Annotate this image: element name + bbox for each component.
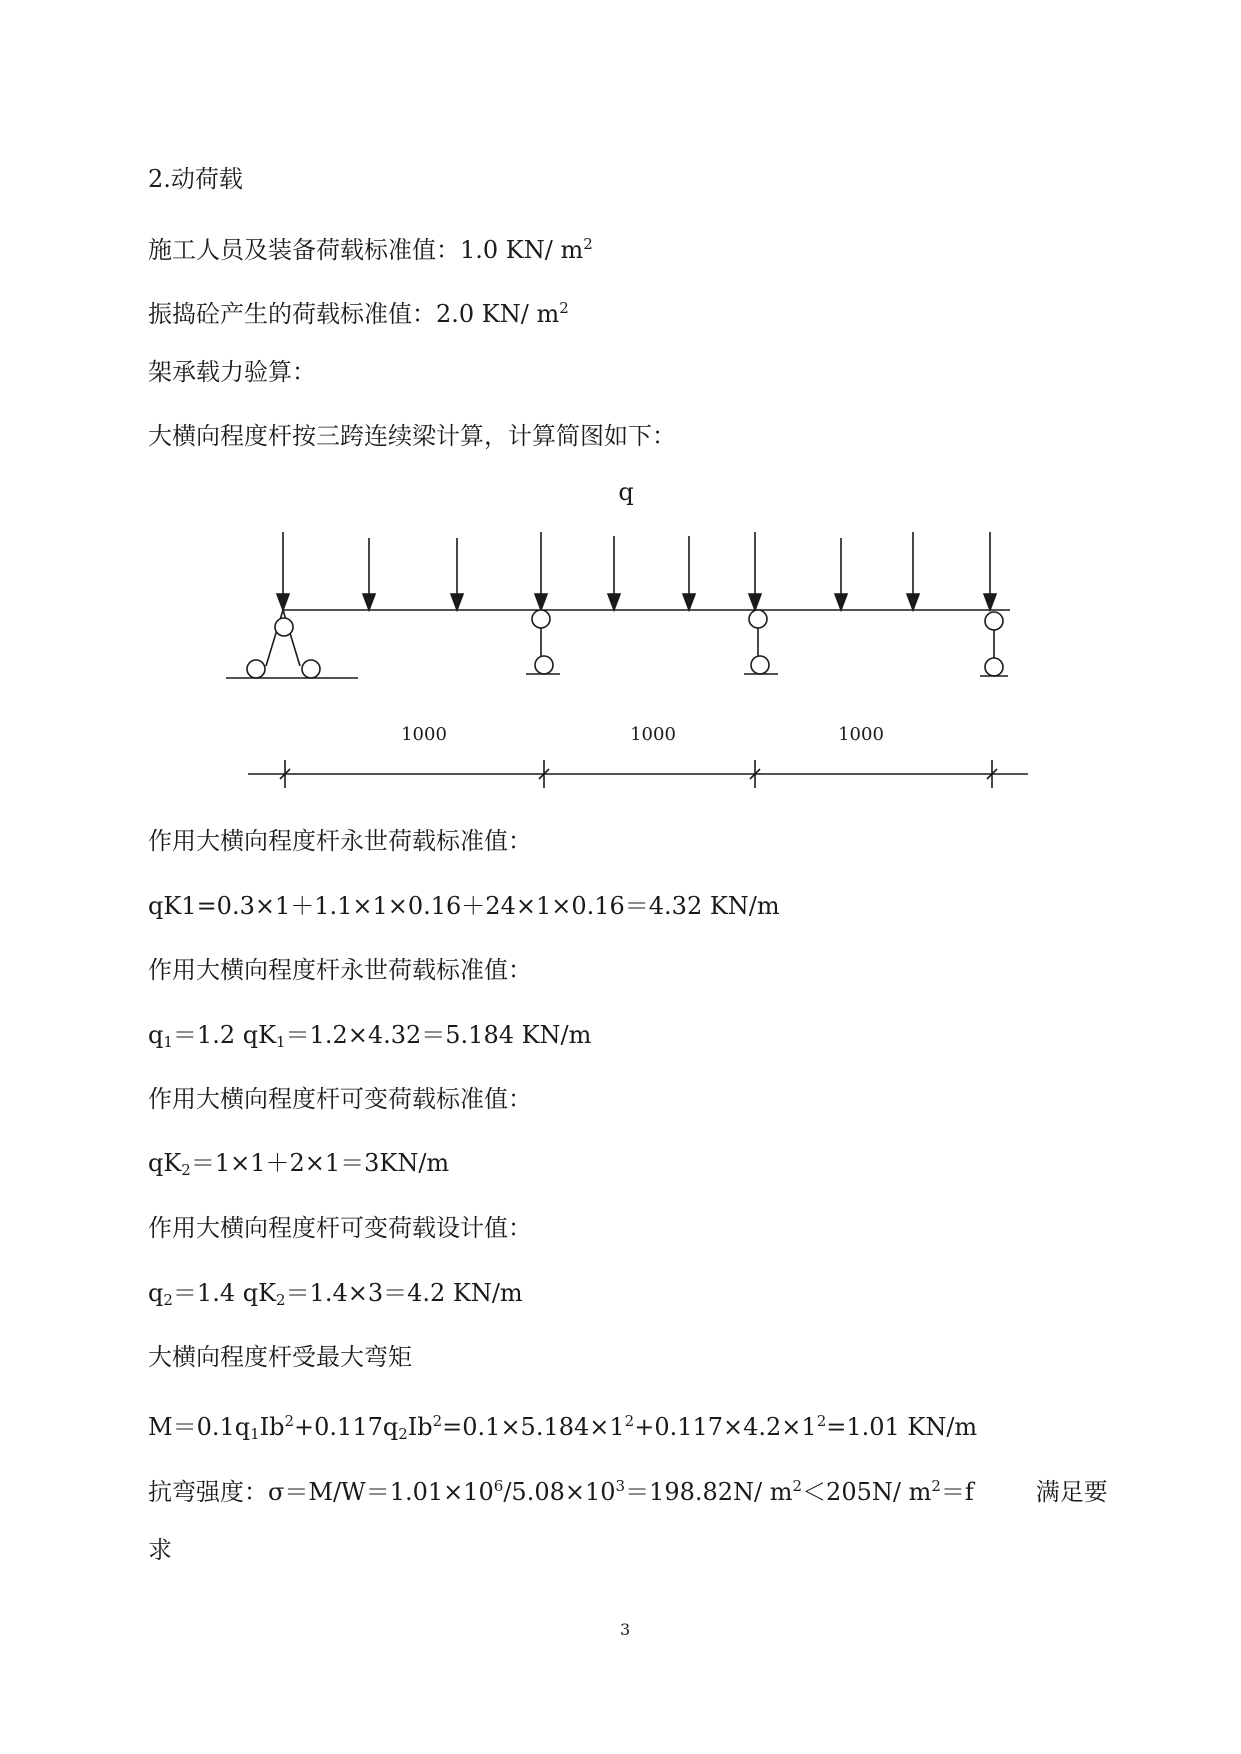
three-span-beam-diagram	[0, 470, 1241, 800]
pin-support-left	[226, 610, 358, 678]
permanent-load-heading-2: 作用大横向程度杆永世荷载标准值：	[148, 956, 532, 984]
capacity-check-line: 架承载力验算：	[148, 358, 316, 386]
beam-model-line: 大横向程度杆按三跨连续梁计算，计算简图如下：	[148, 422, 676, 450]
permanent-load-heading-1: 作用大横向程度杆永世荷载标准值：	[148, 827, 532, 855]
heading-dynamic-load: 2.动荷载	[148, 165, 243, 193]
span-label-1: 1000	[401, 724, 447, 745]
roller-support-3	[744, 610, 778, 674]
load-label-q: q	[618, 478, 634, 506]
bending-strength-formula: 抗弯强度：$\sigma=M/W=1.01\times 10^6/5.08\times 10^3=198.82N/$ $m^2<205N/$ $m^2=f$ 满足要	[148, 1477, 1108, 1506]
span-label-3: 1000	[838, 724, 884, 745]
qk1-formula: qK1=0.3×1＋1.1×1×0.16＋24×1×0.16＝4.32 KN/m	[148, 892, 780, 920]
moment-formula: $M=0.1q_1Ib^2+0.117q_2Ib^2=0.1\times 5.184\times 1^2+0.117\times 4.2\times 1^2=1.01$ KN/m	[148, 1412, 978, 1443]
variable-load-standard-heading: 作用大横向程度杆可变荷载标准值：	[148, 1085, 532, 1113]
page-number: 3	[620, 1620, 631, 1639]
q2-formula: $q_2=1.4$ $qK_2=1.4\times 3=4.2$ KN/m	[148, 1279, 523, 1309]
vibration-load-line: 振捣砼产生的荷载标准值：2.0 KN/ $m^2$	[148, 299, 569, 328]
requirement-continuation: 求	[148, 1536, 172, 1564]
variable-load-design-heading: 作用大横向程度杆可变荷载设计值：	[148, 1214, 532, 1242]
load-arrows	[277, 532, 996, 610]
worker-load-line: 施工人员及装备荷载标准值：1.0 KN/ $m^2$	[148, 235, 593, 264]
roller-support-4	[980, 612, 1008, 676]
roller-support-2	[526, 610, 560, 674]
max-moment-heading: 大横向程度杆受最大弯矩	[148, 1343, 412, 1371]
q1-formula: $q_1=1.2$ $qK_1=1.2\times 4.32=5.184$ KN/m	[148, 1021, 592, 1051]
span-label-2: 1000	[630, 724, 676, 745]
qk2-formula: $qK_2=1\times 1+2\times 1=3KN/m$	[148, 1149, 450, 1179]
